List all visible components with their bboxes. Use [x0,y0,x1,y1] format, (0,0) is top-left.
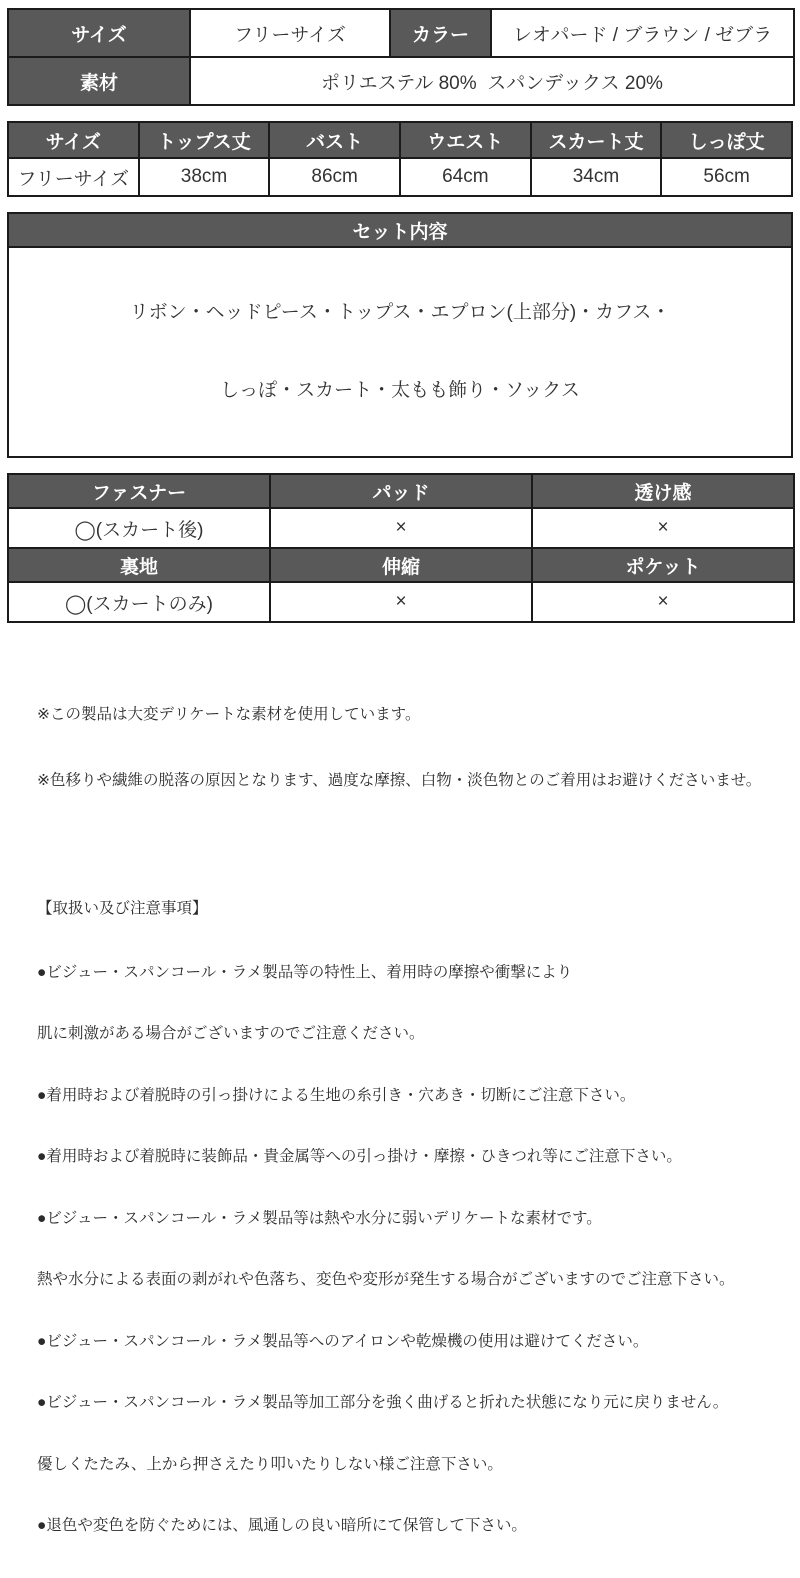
warning-line-2: ※色移りや繊維の脱落の原因となります、過度な摩擦、白物・淡色物とのご着用はお避けくださいませ。 [37,772,762,789]
features-header-row-2 [8,548,794,582]
col-header-tops-length: トップス丈 [139,122,270,158]
fastener-header-cell: ファスナー [8,474,270,508]
pocket-value-cell: × [532,582,794,622]
features-header-row-1 [8,474,794,508]
color-value-cell: レオパード / ブラウン / ゼブラ [491,9,794,57]
bust-cell: 86cm [269,158,400,196]
set-contents-line-1: リボン・ヘッドピース・トップス・エプロン(上部分)・カフス・ [129,302,671,323]
set-contents-table [7,212,793,458]
set-contents-content-row [8,247,792,457]
set-contents-value-cell [8,247,792,457]
fastener-value-cell: ◯(スカート後) [8,508,270,548]
handling-line: ●ビジュー・スパンコール・ラメ製品等は熱や水分に弱いデリケートな素材です。 [37,1209,602,1227]
size-color-material-table [7,8,795,106]
handling-line: ●ビジュー・スパンコール・ラメ製品等へのアイロンや乾燥機の使用は避けてください。 [37,1332,649,1350]
set-contents-line-2: しっぽ・スカート・太もも飾り・ソックス [220,380,580,401]
handling-line: ●着用時および着脱時の引っ掛けによる生地の糸引き・穴あき・切断にご注意下さい。 [37,1086,636,1104]
warning-line-1: ※この製品は大変デリケートな素材を使用しています。 [37,706,421,723]
material-label-cell: 素材 [8,57,190,105]
col-header-waist: ウエスト [400,122,531,158]
sheerness-header-cell: 透け感 [532,474,794,508]
measurements-table [7,121,793,197]
col-header-bust: バスト [269,122,400,158]
set-contents-header-row [8,213,792,247]
pocket-header-cell: ポケット [532,548,794,582]
handling-title: 【取扱い及び注意事項】 [37,900,208,917]
measurements-data-row [8,158,792,196]
pad-value-cell: × [270,508,532,548]
lining-value-cell: ◯(スカートのみ) [8,582,270,622]
pad-header-cell: パッド [270,474,532,508]
sheerness-value-cell: × [532,508,794,548]
tops-length-cell: 38cm [139,158,270,196]
col-header-skirt-length: スカート丈 [531,122,662,158]
stretch-value-cell: × [270,582,532,622]
features-table [7,473,795,623]
col-header-size: サイズ [8,122,139,158]
tail-length-cell: 56cm [661,158,792,196]
lining-header-cell: 裏地 [8,548,270,582]
size-cell: フリーサイズ [8,158,139,196]
handling-line: ●退色や変色を防ぐためには、風通しの良い暗所にて保管して下さい。 [37,1517,527,1534]
material-value-cell: ポリエステル 80% スパンデックス 20% [190,57,794,105]
handling-line: 熱や水分による表面の剥がれや色落ち、変色や変形が発生する場合がございますのでご注意下さい。 [37,1271,735,1288]
stretch-header-cell: 伸縮 [270,548,532,582]
measurements-header-row [8,122,792,158]
handling-line: 肌に刺激がある場合がございますのでご注意ください。 [37,1025,425,1042]
set-contents-title-cell: セット内容 [8,213,792,247]
material-row [8,57,794,105]
material-warnings [7,638,793,836]
waist-cell: 64cm [400,158,531,196]
color-label-cell: カラー [390,9,491,57]
handling-instructions [7,836,793,1578]
handling-line: ●ビジュー・スパンコール・ラメ製品等加工部分を強く曲げると折れた状態になり元に戻りません。 [37,1394,729,1411]
handling-line: ●ビジュー・スパンコール・ラメ製品等の特性上、着用時の摩擦や衝撃により [37,963,573,981]
col-header-tail-length: しっぽ丈 [661,122,792,158]
features-data-row-1 [8,508,794,548]
size-value-cell: フリーサイズ [190,9,390,57]
features-data-row-2 [8,582,794,622]
size-color-row [8,9,794,57]
handling-line: 優しくたたみ、上から押さえたり叩いたりしない様ご注意下さい。 [37,1455,503,1473]
size-label-cell: サイズ [8,9,190,57]
skirt-length-cell: 34cm [531,158,662,196]
handling-line: ●着用時および着脱時に装飾品・貴金属等への引っ掛け・摩擦・ひきつれ等にご注意下さい。 [37,1148,682,1165]
